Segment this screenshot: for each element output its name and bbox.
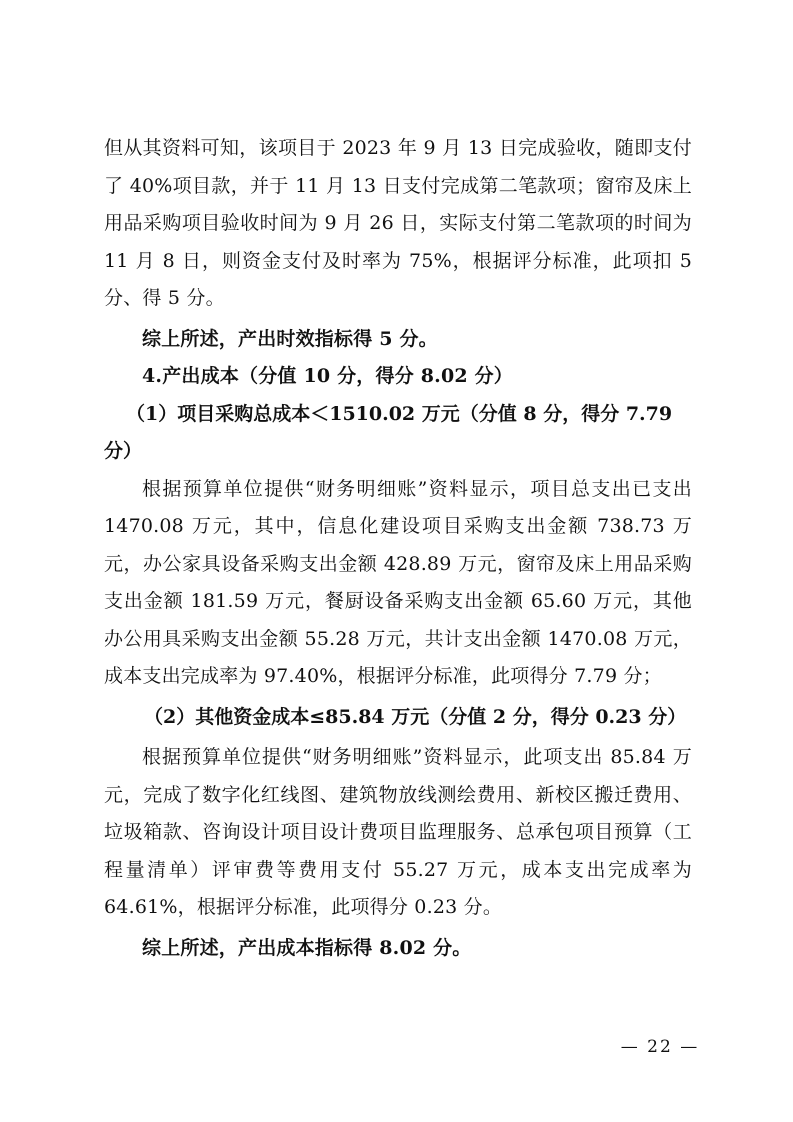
paragraph-other-cost: 根据预算单位提供“财务明细账”资料显示，此项支出 85.84 万元，完成了数字化红线图、建筑物放线测绘费用、新校区搬迁费用、垃圾箱款、咨询设计项目设计费项目监理服务、总承包项目预算（工程量清单）评审费等费用支付 55.27 万元，成本支出完成率为 64.61%，根据评分标准，此项得分 0.23 分。 xyxy=(104,746,692,918)
section-heading-output-cost: 4.产出成本（分值 10 分，得分 8.02 分） xyxy=(142,365,514,387)
summary-output-timeliness: 综上所述，产出时效指标得 5 分。 xyxy=(142,327,438,350)
summary-output-cost: 综上所述，产出成本指标得 8.02 分。 xyxy=(142,936,472,959)
subsection-heading-other-cost: （2）其他资金成本≤85.84 万元（分值 2 分，得分 0.23 分） xyxy=(144,705,687,728)
paragraph-procurement-cost: 根据预算单位提供“财务明细账”资料显示，项目总支出已支出 1470.08 万元，其中，信息化建设项目采购支出金额 738.73 万元，办公家具设备采购支出金额 428.89 万元，窗帘及床上用品采购支出金额 181.59 万元，餐厨设备采购支出金额 65.60 万元，其他办公用具采购支出金额 55.28 万元，共计支出金额 1470.08 万元，成本支出完成率为 97.40%，根据评分标准，此项得分 7.79 分； xyxy=(104,477,692,687)
subsection-heading-procurement-cost: （1）项目采购总成本＜1510.02 万元（分值 8 分，得分 7.79 分） xyxy=(104,402,673,462)
paragraph-payment-timeliness: 但从其资料可知，该项目于 2023 年 9 月 13 日完成验收，随即支付了 40%项目款，并于 11 月 13 日支付完成第二笔款项；窗帘及床上用品采购项目验收时间为 9 月 26 日，实际支付第二笔款项的时间为 11 月 8 日，则资金支付及时率为 75%，根据评分标准，此项扣 5 分、得 5 分。 xyxy=(104,137,692,309)
page-number: — 22 — xyxy=(620,1037,700,1057)
document-body xyxy=(104,130,692,967)
